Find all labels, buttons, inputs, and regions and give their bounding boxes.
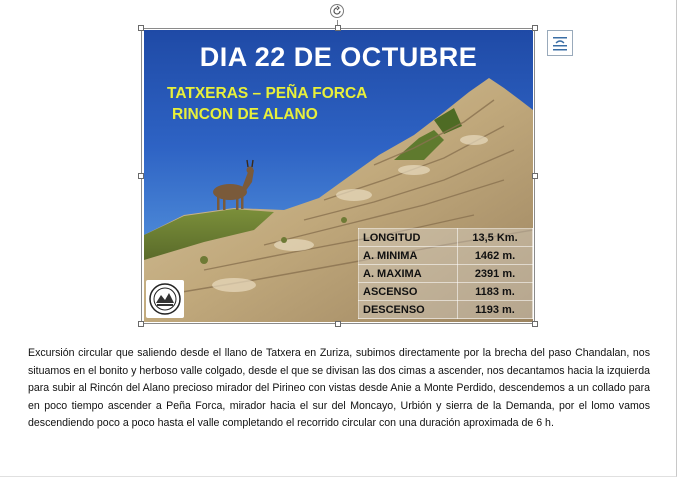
stats-label: ASCENSO xyxy=(359,283,458,301)
stats-row xyxy=(359,229,533,247)
stats-value: 1183 m. xyxy=(458,283,533,301)
resize-handle-bottom-left[interactable] xyxy=(138,321,144,327)
layout-options-icon[interactable] xyxy=(547,30,573,56)
poster-route-line1: TATXERAS – PEÑA FORCA xyxy=(167,85,368,102)
stats-label: DESCENSO xyxy=(359,301,458,319)
chamois-figure xyxy=(213,160,254,210)
stats-label: LONGITUD xyxy=(359,229,458,247)
resize-handle-bottom-right[interactable] xyxy=(532,321,538,327)
stats-label: A. MINIMA xyxy=(359,247,458,265)
resize-handle-top[interactable] xyxy=(335,25,341,31)
resize-handle-left[interactable] xyxy=(138,173,144,179)
poster-title: DIA 22 DE OCTUBRE xyxy=(199,42,478,72)
selected-image[interactable] xyxy=(141,28,535,324)
stats-value: 2391 m. xyxy=(458,265,533,283)
stats-table xyxy=(358,228,533,319)
rotate-icon[interactable] xyxy=(330,4,344,18)
stats-row xyxy=(359,265,533,283)
stats-value: 1462 m. xyxy=(458,247,533,265)
resize-handle-right[interactable] xyxy=(532,173,538,179)
resize-handle-top-right[interactable] xyxy=(532,25,538,31)
club-logo-icon xyxy=(146,280,184,318)
stats-row xyxy=(359,247,533,265)
description-paragraph[interactable]: Excursión circular que saliendo desde el llano de Tatxera en Zuriza, subimos directamente por la brecha del paso Chandalan, nos situamos en el bonito y herboso valle colgado, desde el que se divisan las dos cimas a ascender, nos decantamos hacia la izquierda para subir al Rincón del Alano precioso mirador del Pirineo con vistas desde Anie a Monte Perdido, descendemos a un collado para en poco tiempo ascender a Peña Forca, mirador hacia el sur del Moncayo, Urbión y sierra de la Demanda, por el lomo vamos descendiendo poco a poco hasta el valle completando el recorrido circular con una duración aproximada de 6 h. xyxy=(28,347,650,430)
poster-image[interactable] xyxy=(144,30,533,322)
stats-label: A. MAXIMA xyxy=(359,265,458,283)
stats-row xyxy=(359,301,533,319)
stats-value: 1193 m. xyxy=(458,301,533,319)
resize-handle-bottom[interactable] xyxy=(335,321,341,327)
poster-route-line2: RINCON DE ALANO xyxy=(172,106,318,123)
stats-row xyxy=(359,283,533,301)
resize-handle-top-left[interactable] xyxy=(138,25,144,31)
stats-value: 13,5 Km. xyxy=(458,229,533,247)
